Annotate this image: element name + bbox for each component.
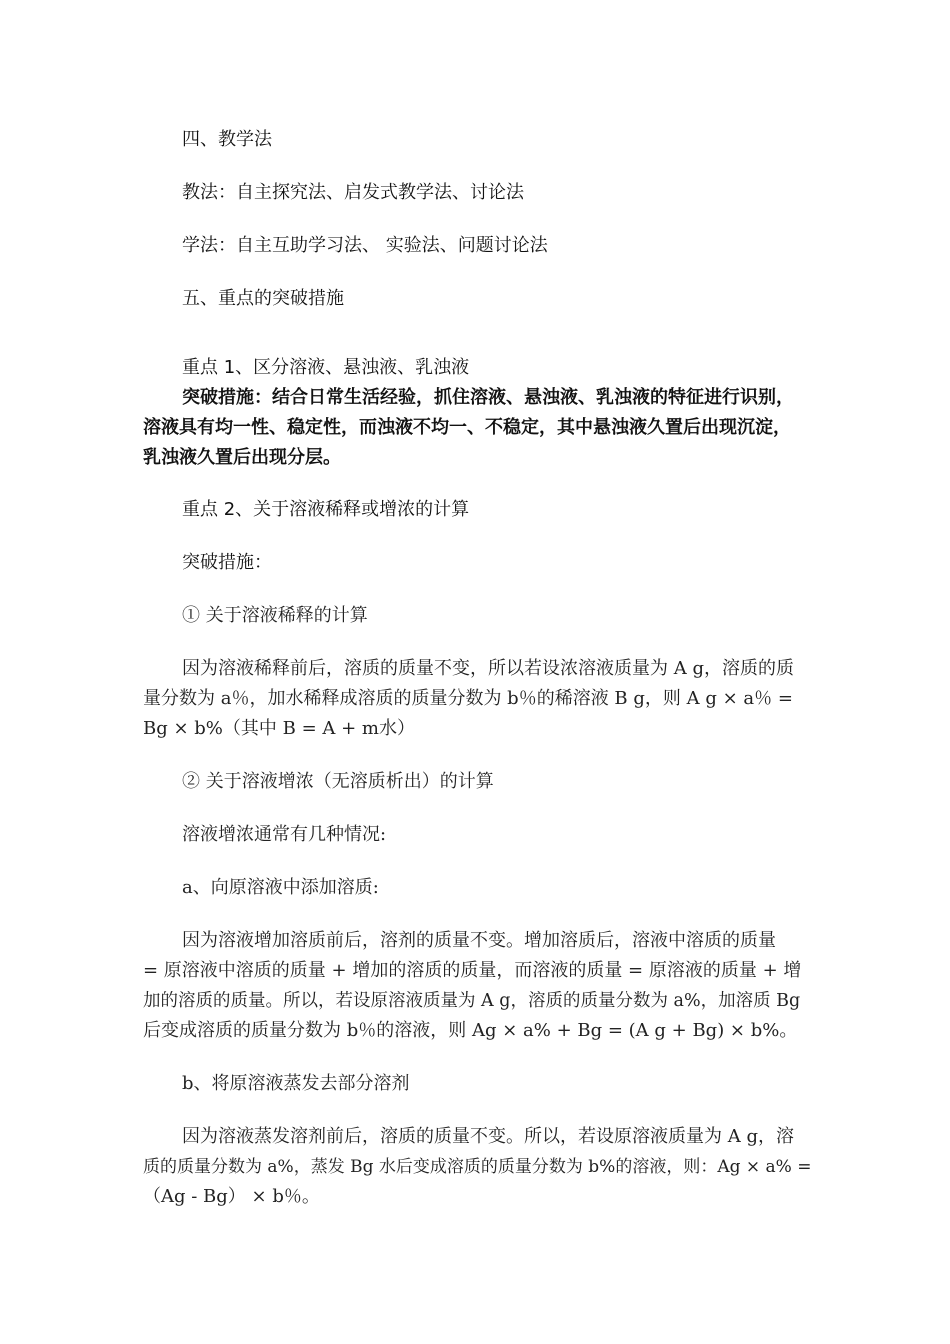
dilution-paragraph-line-2: 量分数为 a％，加水稀释成溶质的质量分数为 b％的稀溶液 B g，则 A g × a％ = xyxy=(143,688,793,709)
case-a-paragraph-line-2: = 原溶液中溶质的质量 + 增加的溶质的质量，而溶液的质量 = 原溶液的质量 + 增 xyxy=(143,960,802,981)
dilution-paragraph-line-1: 因为溶液稀释前后，溶质的质量不变，所以若设浓溶液质量为 A g，溶质的质 xyxy=(182,658,794,679)
concentration-subheading: ② 关于溶液增浓（无溶质析出）的计算 xyxy=(182,771,494,792)
case-b-paragraph-line-3: （Ag - Bg） × b％。 xyxy=(143,1186,320,1207)
key-point-1-paragraph-line-3: 乳浊液久置后出现分层。 xyxy=(143,447,341,468)
case-b-paragraph-line-1: 因为溶液蒸发溶剂前后，溶质的质量不变。所以，若设原溶液质量为 A g，溶 xyxy=(182,1126,794,1147)
case-a-title: a、向原溶液中添加溶质: xyxy=(182,877,379,898)
section-heading-key-measures: 五、重点的突破措施 xyxy=(182,288,344,309)
key-point-1-paragraph-line-2: 溶液具有均一性、稳定性，而浊液不均一、不稳定，其中悬浊液久置后出现沉淀， xyxy=(143,417,791,438)
section-heading-teaching-methods: 四、教学法 xyxy=(182,129,272,150)
concentration-intro: 溶液增浓通常有几种情况: xyxy=(182,824,387,845)
teaching-method-line: 教法：自主探究法、启发式教学法、讨论法 xyxy=(182,182,524,203)
key-point-2-measures-label: 突破措施： xyxy=(182,552,272,573)
learning-method-line: 学法：自主互助学习法、 实验法、问题讨论法 xyxy=(182,235,548,256)
case-b-title: b、将原溶液蒸发去部分溶剂 xyxy=(182,1073,410,1094)
key-point-2-title: 重点 2、关于溶液稀释或增浓的计算 xyxy=(182,499,470,520)
case-a-paragraph-line-4: 后变成溶质的质量分数为 b％的溶液，则 Ag × a% + Bg = (A g + Bg) × b%。 xyxy=(143,1020,798,1041)
case-b-paragraph-line-2: 质的质量分数为 a%，蒸发 Bg 水后变成溶质的质量分数为 b%的溶液，则：Ag × a% = xyxy=(143,1157,812,1177)
case-a-paragraph-line-1: 因为溶液增加溶质前后，溶剂的质量不变。增加溶质后，溶液中溶质的质量 xyxy=(182,930,776,951)
case-a-paragraph-line-3: 加的溶质的质量。所以，若设原溶液质量为 A g，溶质的质量分数为 a%，加溶质 Bg xyxy=(143,991,801,1011)
key-point-1-paragraph-line-1: 突破措施：结合日常生活经验，抓住溶液、悬浊液、乳浊液的特征进行识别， xyxy=(182,387,794,408)
key-point-1-title: 重点 1、区分溶液、悬浊液、乳浊液 xyxy=(182,357,470,378)
dilution-paragraph-line-3: Bg × b%（其中 B = A + m水） xyxy=(143,718,415,739)
dilution-subheading: ① 关于溶液稀释的计算 xyxy=(182,605,368,626)
